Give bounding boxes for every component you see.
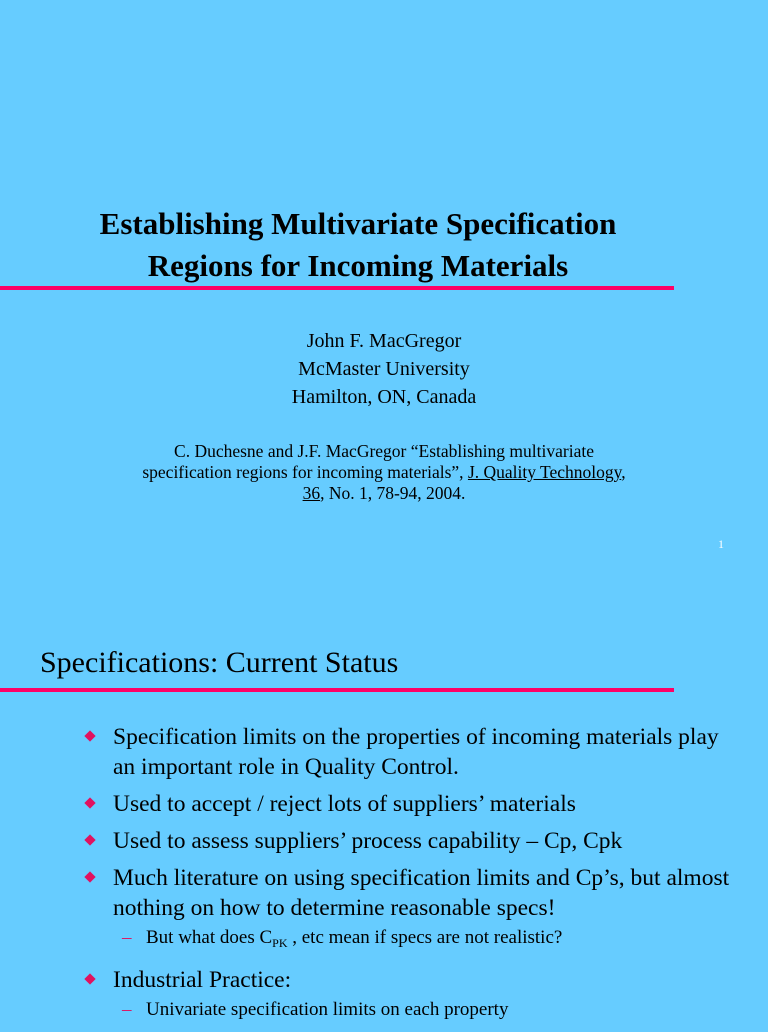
dash-bullet-icon: – (122, 999, 132, 1020)
sub-item-text-before: But what does C (146, 927, 273, 948)
list-item (0, 863, 768, 923)
citation-separator: , (621, 462, 626, 482)
list-item-text: Industrial Practice: (113, 967, 292, 993)
diamond-bullet-icon (84, 973, 95, 984)
diamond-bullet-icon (84, 871, 95, 882)
list-item (0, 826, 768, 856)
list-item-text: Used to assess suppliers’ process capability – Cp, Cpk (113, 828, 623, 854)
slide-1-title-line-2: Regions for Incoming Materials (147, 248, 569, 283)
bullet-list (0, 722, 768, 1032)
sub-list-item (0, 998, 768, 1022)
citation (134, 441, 634, 504)
slide-2-title: Specifications: Current Status (40, 646, 399, 679)
citation-text-2: , No. 1, 78-94, 2004. (320, 483, 466, 503)
diamond-bullet-icon (84, 730, 95, 741)
title-underline-2 (0, 688, 674, 692)
author-location: Hamilton, ON, Canada (291, 386, 477, 408)
citation-text-1: C. Duchesne and J.F. MacGregor “Establishing multivariate specification regions for incoming materials”, (142, 441, 594, 482)
title-underline-1 (0, 286, 674, 290)
list-item-text: Much literature on using specification limits and Cp’s, but almost nothing on how to determine reasonable specs! (113, 865, 730, 921)
slide-2 (0, 575, 768, 1024)
slide-1-title-line-1: Establishing Multivariate Specification (99, 206, 617, 241)
citation-journal: J. Quality Technology (467, 462, 622, 482)
list-item (0, 965, 768, 995)
author-name: John F. MacGregor (306, 330, 462, 352)
sub-item-text-after: , etc mean if specs are not realistic? (287, 927, 563, 948)
diamond-bullet-icon (84, 797, 95, 808)
page-number: 1 (718, 537, 724, 551)
list-item-text: Specification limits on the properties of incoming materials play an important role in Quality Control. (113, 724, 719, 780)
diamond-bullet-icon (84, 834, 95, 845)
sub-item-subscript: PK (272, 936, 288, 950)
list-item-text: Used to accept / reject lots of suppliers’ materials (113, 791, 576, 817)
dash-bullet-icon: – (122, 927, 132, 948)
author-block (0, 327, 768, 411)
sub-item-text: Univariate specification limits on each property (146, 999, 509, 1020)
author-affiliation: McMaster University (298, 358, 470, 380)
citation-volume: 36 (302, 483, 321, 503)
slide-1-title (0, 203, 716, 287)
sub-list-item (0, 926, 768, 955)
list-item (0, 722, 768, 782)
list-item (0, 789, 768, 819)
